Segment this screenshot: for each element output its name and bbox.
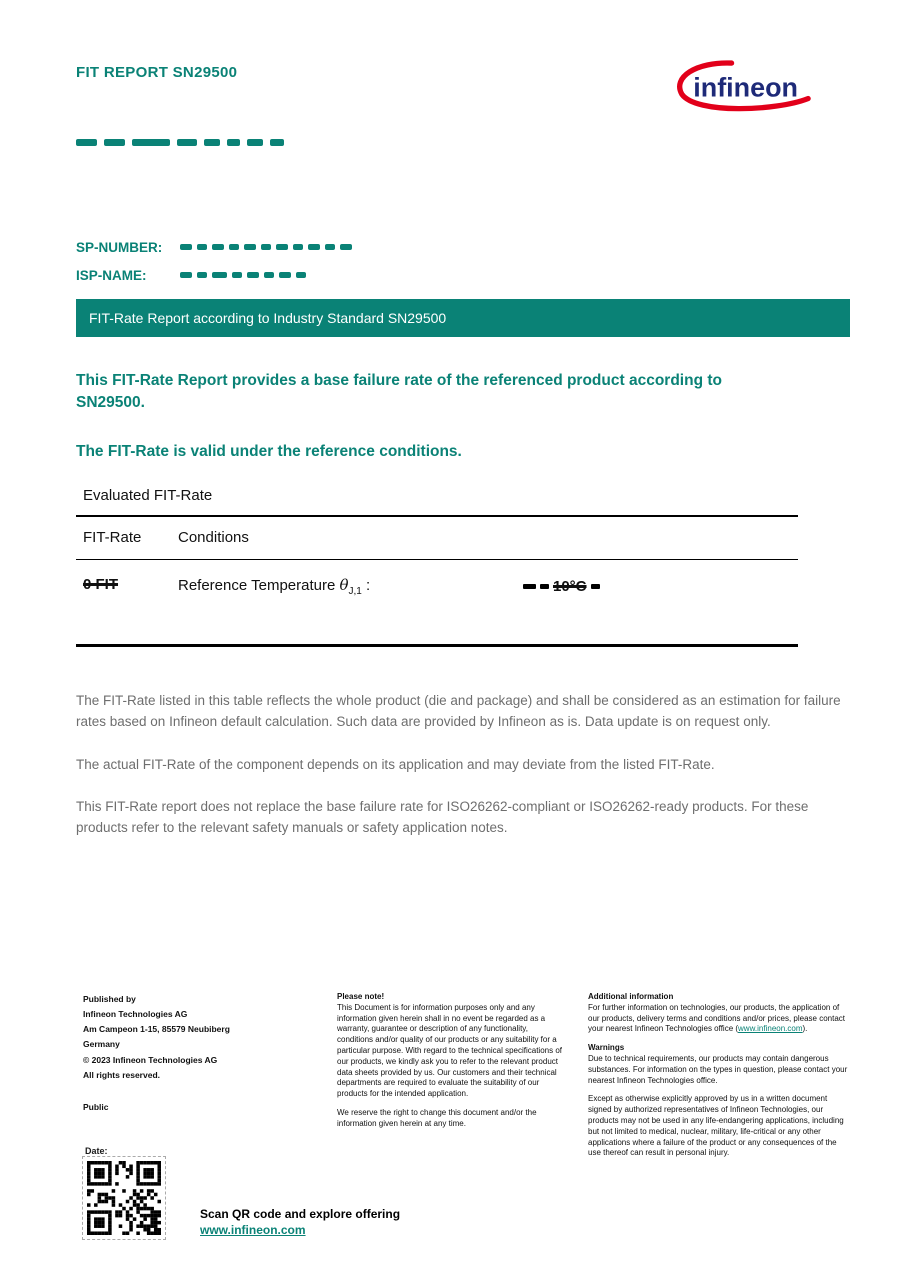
additional-info-body: For further information on technologies, our products, the application of our products, delivery terms and conditions and/or prices, please contact your nearest Infineon Technologies office (www.infineon.com). bbox=[588, 1002, 846, 1034]
theta-subscript: J,1 bbox=[348, 586, 362, 597]
condition-label: Reference Temperature $\theta_{J,1}$ : bbox=[178, 576, 371, 597]
table-data-row bbox=[76, 560, 798, 644]
isp-name-label: ISP-NAME: bbox=[76, 268, 147, 283]
infineon-website-link[interactable]: www.infineon.com bbox=[738, 1024, 803, 1034]
note-body-2: We reserve the right to change this document and/or the information given herein at any time. bbox=[337, 1107, 537, 1128]
qr-code bbox=[82, 1156, 166, 1240]
footer-note-column bbox=[337, 992, 565, 1138]
doc-title: FIT REPORT SN29500 bbox=[76, 64, 238, 81]
footer-published-column bbox=[83, 992, 268, 1115]
table-header-row bbox=[76, 517, 798, 559]
published-by-heading: Published by bbox=[83, 994, 136, 1004]
publisher-line: Am Campeon 1-15, 85579 Neubiberg bbox=[83, 1024, 230, 1035]
infineon-logo bbox=[672, 56, 828, 134]
publisher-line: All rights reserved. bbox=[83, 1069, 161, 1080]
infineon-logo-graphic bbox=[672, 56, 828, 113]
infineon-footer-link[interactable]: www.infineon.com bbox=[200, 1223, 306, 1237]
condition-value: 10°C bbox=[553, 578, 587, 595]
classification-label: Public bbox=[83, 1101, 109, 1112]
warnings-body-2: Except as otherwise explicitly approved by us in a written document signed by authorized representatives of Infineon Technologies, our products may not be used in any life-endangering applications, including but not limited to medical, nuclear, military, life-critical or any other applications where a failure of the product or any consequences of the use thereof can result in personal injury. bbox=[588, 1094, 844, 1158]
body-paragraph-2: The actual FIT-Rate of the component depends on its application and may deviate from the listed FIT-Rate. bbox=[76, 756, 715, 772]
warnings-body: Due to technical requirements, our products may contain dangerous substances. For information on the types in question, please contact your nearest Infineon Technologies office. bbox=[588, 1053, 848, 1085]
publisher-line: Infineon Technologies AG bbox=[83, 1009, 188, 1020]
fit-value-redacted: 0 FIT bbox=[83, 576, 119, 593]
publisher-line: © 2023 Infineon Technologies AG bbox=[83, 1054, 218, 1065]
condition-value-redacted bbox=[523, 576, 600, 597]
column-header-conditions: Conditions bbox=[178, 529, 249, 546]
intro-heading-1: This FIT-Rate Report provides a base failure rate of the referenced product according to SN29500. bbox=[76, 372, 722, 412]
additional-info-heading: Additional information bbox=[588, 992, 674, 1001]
theta-symbol: θ bbox=[339, 576, 349, 594]
banner-text: FIT-Rate Report according to Industry Standard SN29500 bbox=[89, 310, 447, 326]
warnings-heading: Warnings bbox=[588, 1043, 625, 1053]
publisher-line: Germany bbox=[83, 1039, 120, 1050]
redacted-product-name bbox=[76, 139, 284, 146]
qr-scan-text: Scan QR code and explore offering bbox=[200, 1207, 401, 1221]
date-label: Date: bbox=[85, 1146, 108, 1156]
fit-rate-table bbox=[76, 487, 798, 647]
table-rule-bottom bbox=[76, 644, 798, 647]
sp-number-value-redacted bbox=[180, 244, 352, 250]
note-body: This Document is for information purposes only and any information given herein shall in no event be regarded as a warranty, guarantee or description of any functionality, conditions and/or quality of our products or any suitability for a particular purpose. With regard to the technical specifications of our products, we kindly ask you to refer to the relevant product data sheets provided by us. Our customers and their technical departments are required to evaluate the suitability of our products for the intended application. bbox=[337, 1002, 563, 1099]
please-note-heading: Please note! bbox=[337, 992, 385, 1001]
intro-heading-2: The FIT-Rate is valid under the reference conditions. bbox=[76, 443, 462, 460]
body-text-block bbox=[76, 690, 854, 860]
body-paragraph-3: This FIT-Rate report does not replace the base failure rate for ISO26262-compliant or ISO26262-ready products. For these products refer to the relevant safety manuals or safety application notes. bbox=[76, 798, 809, 836]
column-header-fit-rate: FIT-Rate bbox=[83, 529, 142, 546]
table-section-title: Evaluated FIT-Rate bbox=[83, 487, 213, 504]
footer-additional-column bbox=[588, 992, 848, 1167]
isp-name-value-redacted bbox=[180, 272, 306, 278]
condition-colon: : bbox=[366, 577, 371, 594]
sp-number-label: SP-NUMBER: bbox=[76, 240, 163, 255]
qr-code-graphic bbox=[87, 1161, 161, 1235]
report-banner bbox=[76, 299, 850, 337]
body-paragraph-1: The FIT-Rate listed in this table reflects the whole product (die and package) and shall be considered as an estimation for failure rates based on Infineon default calculation. Such data are provided by Infineon as is. Data update is on request only. bbox=[76, 693, 841, 730]
logo-wordmark: infineon bbox=[693, 72, 799, 103]
